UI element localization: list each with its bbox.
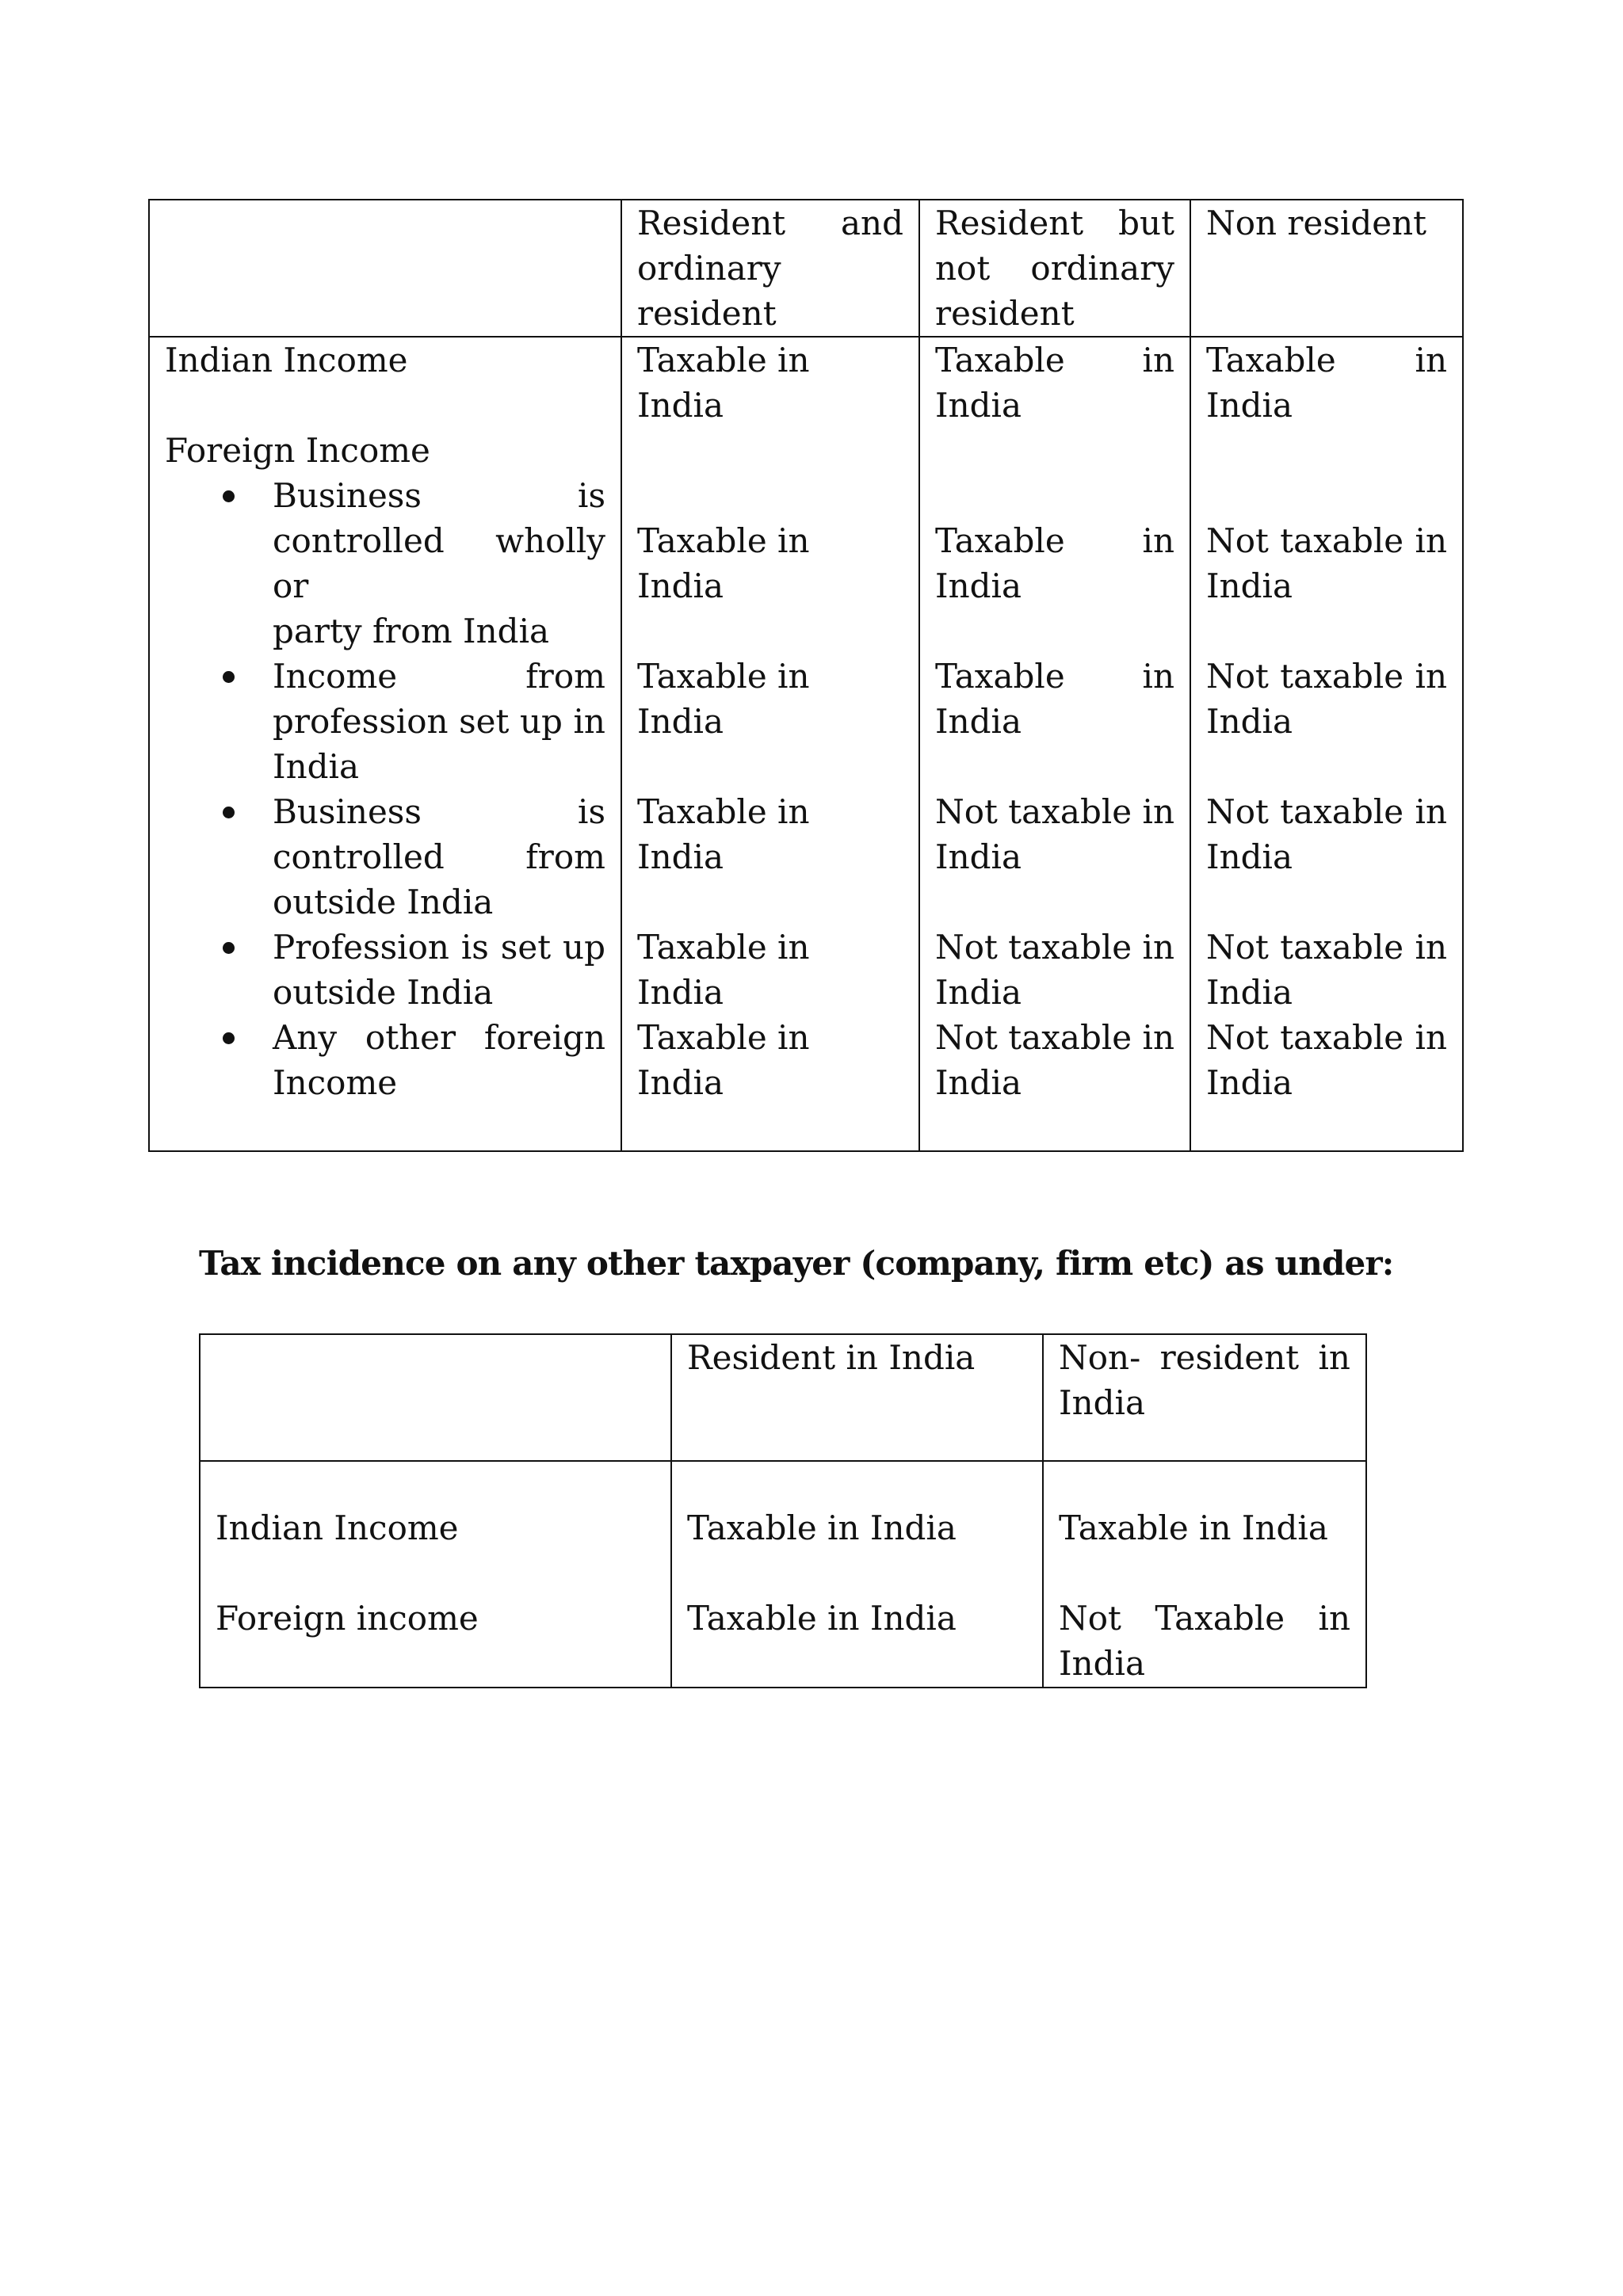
list-item: Profession is set up outside India <box>273 925 605 1015</box>
non-resident-cell: Taxable in India Not Taxable in India <box>1043 1461 1366 1688</box>
resident-not-ordinary-cell: Taxable in India Taxable in India Taxable in India Not taxable in India Not taxable in India Not taxable in India <box>919 337 1190 1151</box>
foreign-income-label: Foreign Income <box>165 431 430 470</box>
header-cell-non-resident: Non resident <box>1190 200 1463 337</box>
foreign-income-list <box>165 473 605 1105</box>
resident-ordinary-cell: Taxable in India Taxable in India Taxable in India Taxable in India Taxable in India Taxable in India <box>621 337 919 1151</box>
table-body-row <box>200 1461 1366 1688</box>
table-body-row <box>149 337 1463 1151</box>
list-item: Business is controlled wholly or party from India <box>273 473 605 654</box>
header-cell-non-resident: Non- resident in India <box>1043 1334 1366 1461</box>
indian-income-label: Indian Income <box>165 341 408 379</box>
income-type-cell <box>149 337 621 1151</box>
header-cell-empty <box>200 1334 671 1461</box>
header-cell-resident-ordinary: Resident and ordinary resident <box>621 200 919 337</box>
section-heading: Tax incidence on any other taxpayer (company, firm etc) as under: <box>199 1244 1394 1283</box>
header-cell-empty <box>149 200 621 337</box>
income-type-cell: Indian Income Foreign income <box>200 1461 671 1688</box>
header-cell-resident: Resident in India <box>671 1334 1043 1461</box>
list-item: Business is controlled from outside India <box>273 789 605 925</box>
list-item: Income from profession set up in India <box>273 654 605 789</box>
table-header-row <box>149 200 1463 337</box>
table-header-row <box>200 1334 1366 1461</box>
list-item: Any other foreign Income <box>273 1015 605 1105</box>
non-resident-cell: Taxable in India Not taxable in India Not taxable in India Not taxable in India Not taxable in India Not taxable in India <box>1190 337 1463 1151</box>
other-taxpayer-table <box>199 1333 1367 1688</box>
resident-cell: Taxable in India Taxable in India <box>671 1461 1043 1688</box>
header-cell-resident-not-ordinary: Resident but not ordinary resident <box>919 200 1190 337</box>
residential-status-table <box>148 199 1464 1152</box>
